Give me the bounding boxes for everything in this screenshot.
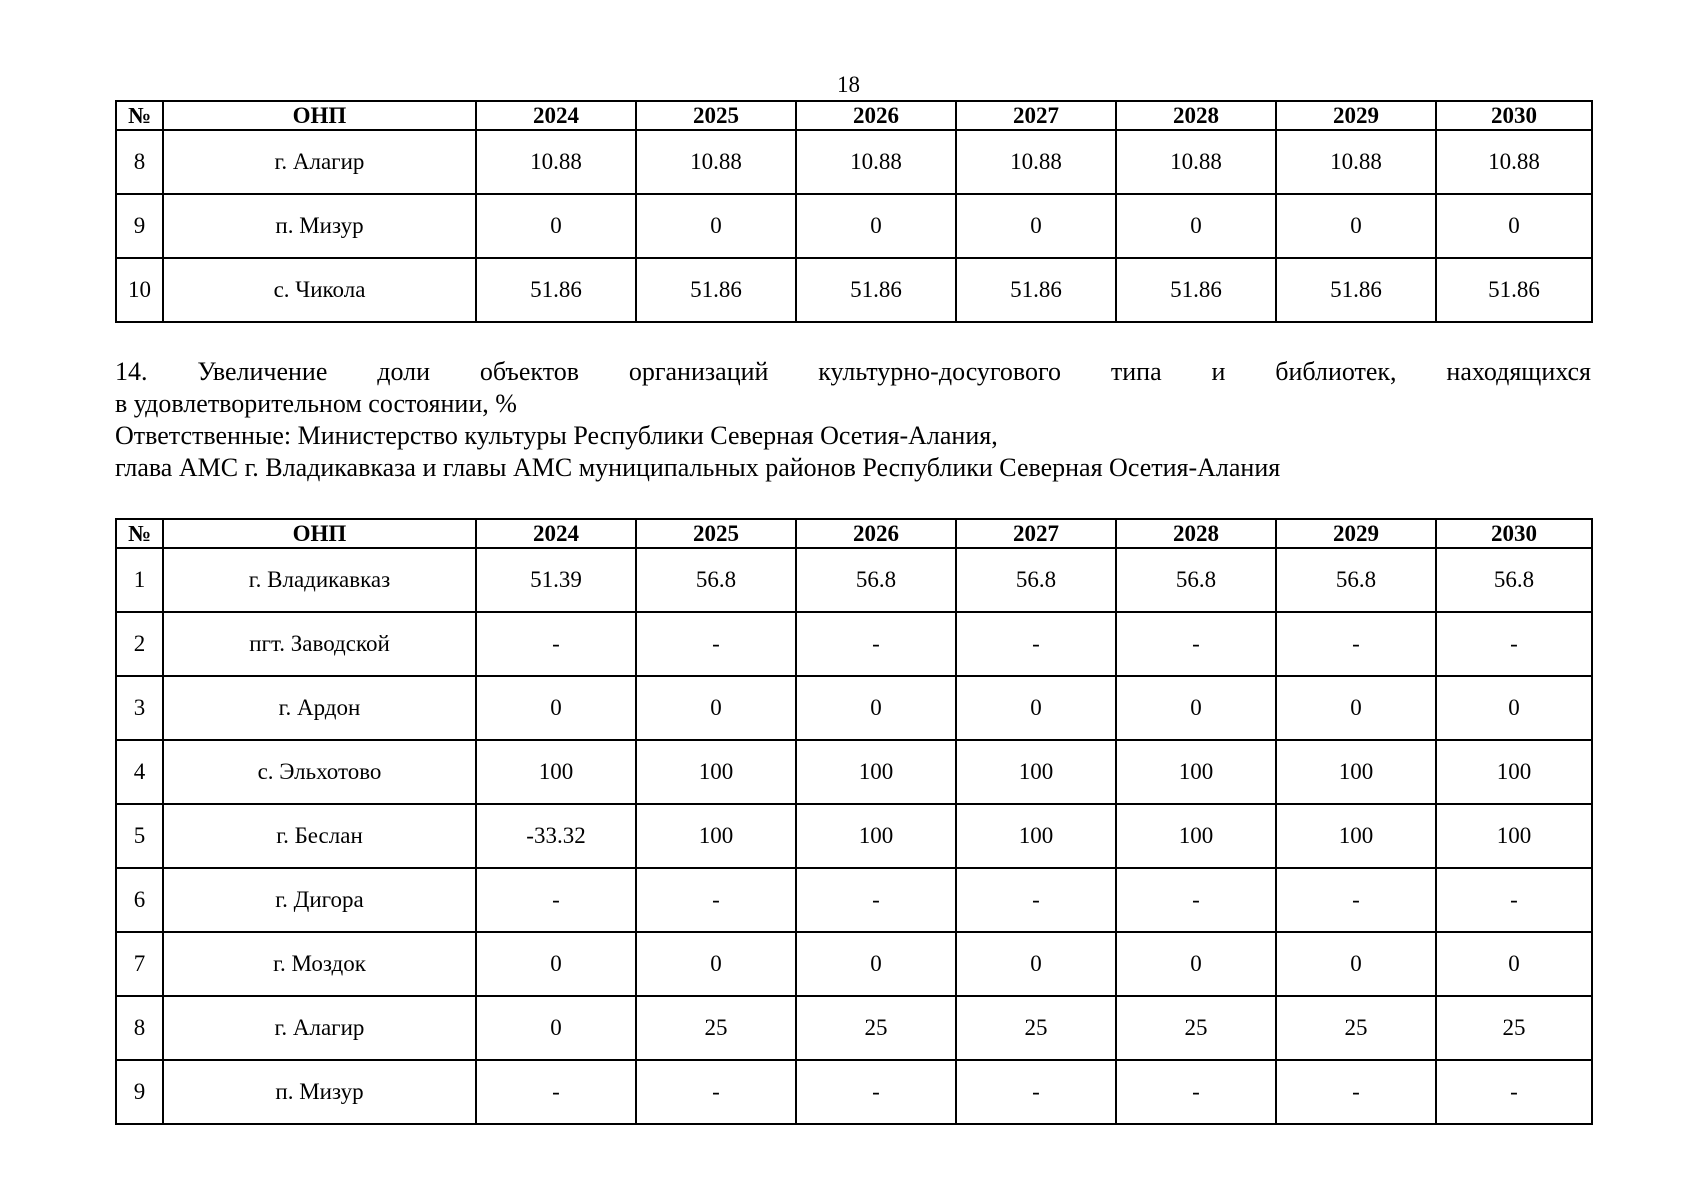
value-cell: - bbox=[636, 868, 796, 932]
table-row bbox=[116, 258, 1592, 322]
row-number-cell: 5 bbox=[116, 804, 163, 868]
table-row bbox=[116, 1060, 1592, 1124]
value-cell: 100 bbox=[636, 804, 796, 868]
header-cell: 2024 bbox=[476, 101, 636, 130]
value-cell: - bbox=[476, 612, 636, 676]
responsible-line: Ответственные: Министерство культуры Республики Северная Осетия-Алания, bbox=[115, 421, 998, 450]
data-table-top bbox=[115, 100, 1593, 323]
header-cell: 2027 bbox=[956, 101, 1116, 130]
value-cell: 100 bbox=[476, 740, 636, 804]
table-header-row bbox=[116, 519, 1592, 548]
value-cell: - bbox=[796, 868, 956, 932]
row-number-cell: 7 bbox=[116, 932, 163, 996]
table-row bbox=[116, 130, 1592, 194]
table-row bbox=[116, 868, 1592, 932]
value-cell: - bbox=[1436, 868, 1592, 932]
value-cell: 56.8 bbox=[796, 548, 956, 612]
value-cell: 0 bbox=[1116, 676, 1276, 740]
settlement-cell: г. Моздок bbox=[163, 932, 476, 996]
value-cell: 56.8 bbox=[1276, 548, 1436, 612]
row-number-cell: 4 bbox=[116, 740, 163, 804]
value-cell: - bbox=[796, 612, 956, 676]
settlement-cell: г. Владикавказ bbox=[163, 548, 476, 612]
header-cell: 2028 bbox=[1116, 519, 1276, 548]
value-cell: 56.8 bbox=[636, 548, 796, 612]
value-cell: 56.8 bbox=[956, 548, 1116, 612]
value-cell: 0 bbox=[796, 932, 956, 996]
settlement-cell: г. Беслан bbox=[163, 804, 476, 868]
value-cell: - bbox=[956, 868, 1116, 932]
value-cell: 100 bbox=[1436, 740, 1592, 804]
value-cell: - bbox=[956, 612, 1116, 676]
value-cell: - bbox=[636, 612, 796, 676]
value-cell: 25 bbox=[796, 996, 956, 1060]
value-cell: 0 bbox=[796, 194, 956, 258]
value-cell: 0 bbox=[1436, 676, 1592, 740]
value-cell: 56.8 bbox=[1436, 548, 1592, 612]
value-cell: 0 bbox=[476, 996, 636, 1060]
row-number-cell: 2 bbox=[116, 612, 163, 676]
value-cell: 100 bbox=[956, 804, 1116, 868]
header-cell: 2024 bbox=[476, 519, 636, 548]
value-cell: 51.86 bbox=[1436, 258, 1592, 322]
table-row bbox=[116, 804, 1592, 868]
value-cell: 0 bbox=[1116, 932, 1276, 996]
value-cell: 25 bbox=[1276, 996, 1436, 1060]
value-cell: - bbox=[1116, 868, 1276, 932]
row-number-cell: 3 bbox=[116, 676, 163, 740]
table-row bbox=[116, 740, 1592, 804]
value-cell: 0 bbox=[1276, 932, 1436, 996]
value-cell: 10.88 bbox=[956, 130, 1116, 194]
value-cell: 0 bbox=[956, 932, 1116, 996]
value-cell: - bbox=[476, 868, 636, 932]
section-heading-continuation: в удовлетворительном состоянии, % bbox=[115, 389, 517, 418]
table-row bbox=[116, 932, 1592, 996]
value-cell: 10.88 bbox=[1436, 130, 1592, 194]
value-cell: 0 bbox=[1436, 932, 1592, 996]
value-cell: 0 bbox=[796, 676, 956, 740]
value-cell: 51.86 bbox=[796, 258, 956, 322]
value-cell: 100 bbox=[1436, 804, 1592, 868]
value-cell: 100 bbox=[1276, 804, 1436, 868]
value-cell: 51.86 bbox=[1116, 258, 1276, 322]
table-header-row bbox=[116, 101, 1592, 130]
responsible-line: глава АМС г. Владикавказа и главы АМС муниципальных районов Республики Северная Осетия-Алания bbox=[115, 453, 1281, 482]
value-cell: 100 bbox=[1276, 740, 1436, 804]
data-table-bottom bbox=[115, 518, 1593, 1125]
settlement-cell: г. Алагир bbox=[163, 130, 476, 194]
row-number-cell: 8 bbox=[116, 130, 163, 194]
settlement-cell: с. Чикола bbox=[163, 258, 476, 322]
settlement-cell: пгт. Заводской bbox=[163, 612, 476, 676]
value-cell: 51.39 bbox=[476, 548, 636, 612]
value-cell: 0 bbox=[956, 676, 1116, 740]
settlement-cell: г. Алагир bbox=[163, 996, 476, 1060]
value-cell: 100 bbox=[796, 740, 956, 804]
row-number-cell: 10 bbox=[116, 258, 163, 322]
header-cell: 2028 bbox=[1116, 101, 1276, 130]
section-description bbox=[115, 356, 1591, 484]
value-cell: 0 bbox=[1436, 194, 1592, 258]
value-cell: 0 bbox=[636, 932, 796, 996]
header-cell: 2029 bbox=[1276, 519, 1436, 548]
table-row bbox=[116, 194, 1592, 258]
value-cell: 10.88 bbox=[476, 130, 636, 194]
value-cell: 51.86 bbox=[956, 258, 1116, 322]
header-cell: 2025 bbox=[636, 519, 796, 548]
value-cell: 25 bbox=[956, 996, 1116, 1060]
value-cell: - bbox=[1116, 1060, 1276, 1124]
value-cell: 10.88 bbox=[636, 130, 796, 194]
value-cell: - bbox=[1276, 868, 1436, 932]
settlement-cell: с. Эльхотово bbox=[163, 740, 476, 804]
header-cell: 2026 bbox=[796, 519, 956, 548]
header-cell: ОНП bbox=[163, 519, 476, 548]
settlement-cell: п. Мизур bbox=[163, 1060, 476, 1124]
settlement-cell: г. Дигора bbox=[163, 868, 476, 932]
value-cell: 0 bbox=[476, 194, 636, 258]
value-cell: - bbox=[956, 1060, 1116, 1124]
table-row bbox=[116, 548, 1592, 612]
value-cell: 10.88 bbox=[796, 130, 956, 194]
header-cell: 2026 bbox=[796, 101, 956, 130]
value-cell: 100 bbox=[1116, 804, 1276, 868]
value-cell: 0 bbox=[1276, 676, 1436, 740]
value-cell: - bbox=[1276, 1060, 1436, 1124]
header-cell: 2027 bbox=[956, 519, 1116, 548]
value-cell: 10.88 bbox=[1116, 130, 1276, 194]
value-cell: 0 bbox=[476, 676, 636, 740]
value-cell: 100 bbox=[956, 740, 1116, 804]
value-cell: 0 bbox=[1276, 194, 1436, 258]
value-cell: - bbox=[796, 1060, 956, 1124]
value-cell: 100 bbox=[1116, 740, 1276, 804]
row-number-cell: 8 bbox=[116, 996, 163, 1060]
value-cell: - bbox=[1436, 612, 1592, 676]
value-cell: 10.88 bbox=[1276, 130, 1436, 194]
value-cell: 0 bbox=[636, 676, 796, 740]
header-cell: 2030 bbox=[1436, 101, 1592, 130]
value-cell: 0 bbox=[636, 194, 796, 258]
settlement-cell: г. Ардон bbox=[163, 676, 476, 740]
value-cell: -33.32 bbox=[476, 804, 636, 868]
value-cell: - bbox=[1276, 612, 1436, 676]
value-cell: 51.86 bbox=[636, 258, 796, 322]
row-number-cell: 9 bbox=[116, 194, 163, 258]
section-heading: 14. Увеличение доли объектов организаций культурно-досугового типа и библиотек, находящихся bbox=[115, 357, 1591, 386]
settlement-cell: п. Мизур bbox=[163, 194, 476, 258]
value-cell: 25 bbox=[1436, 996, 1592, 1060]
header-cell: 2029 bbox=[1276, 101, 1436, 130]
header-cell: № bbox=[116, 101, 163, 130]
row-number-cell: 1 bbox=[116, 548, 163, 612]
value-cell: - bbox=[1436, 1060, 1592, 1124]
header-cell: № bbox=[116, 519, 163, 548]
value-cell: - bbox=[1116, 612, 1276, 676]
value-cell: 56.8 bbox=[1116, 548, 1276, 612]
row-number-cell: 6 bbox=[116, 868, 163, 932]
value-cell: 0 bbox=[956, 194, 1116, 258]
value-cell: 0 bbox=[1116, 194, 1276, 258]
value-cell: 51.86 bbox=[1276, 258, 1436, 322]
value-cell: - bbox=[636, 1060, 796, 1124]
table-row bbox=[116, 676, 1592, 740]
value-cell: 25 bbox=[1116, 996, 1276, 1060]
header-cell: ОНП bbox=[163, 101, 476, 130]
table-row bbox=[116, 996, 1592, 1060]
header-cell: 2025 bbox=[636, 101, 796, 130]
row-number-cell: 9 bbox=[116, 1060, 163, 1124]
value-cell: 100 bbox=[636, 740, 796, 804]
header-cell: 2030 bbox=[1436, 519, 1592, 548]
value-cell: 25 bbox=[636, 996, 796, 1060]
value-cell: 100 bbox=[796, 804, 956, 868]
page-number: 18 bbox=[837, 72, 860, 97]
table-row bbox=[116, 612, 1592, 676]
value-cell: 0 bbox=[476, 932, 636, 996]
value-cell: 51.86 bbox=[476, 258, 636, 322]
value-cell: - bbox=[476, 1060, 636, 1124]
